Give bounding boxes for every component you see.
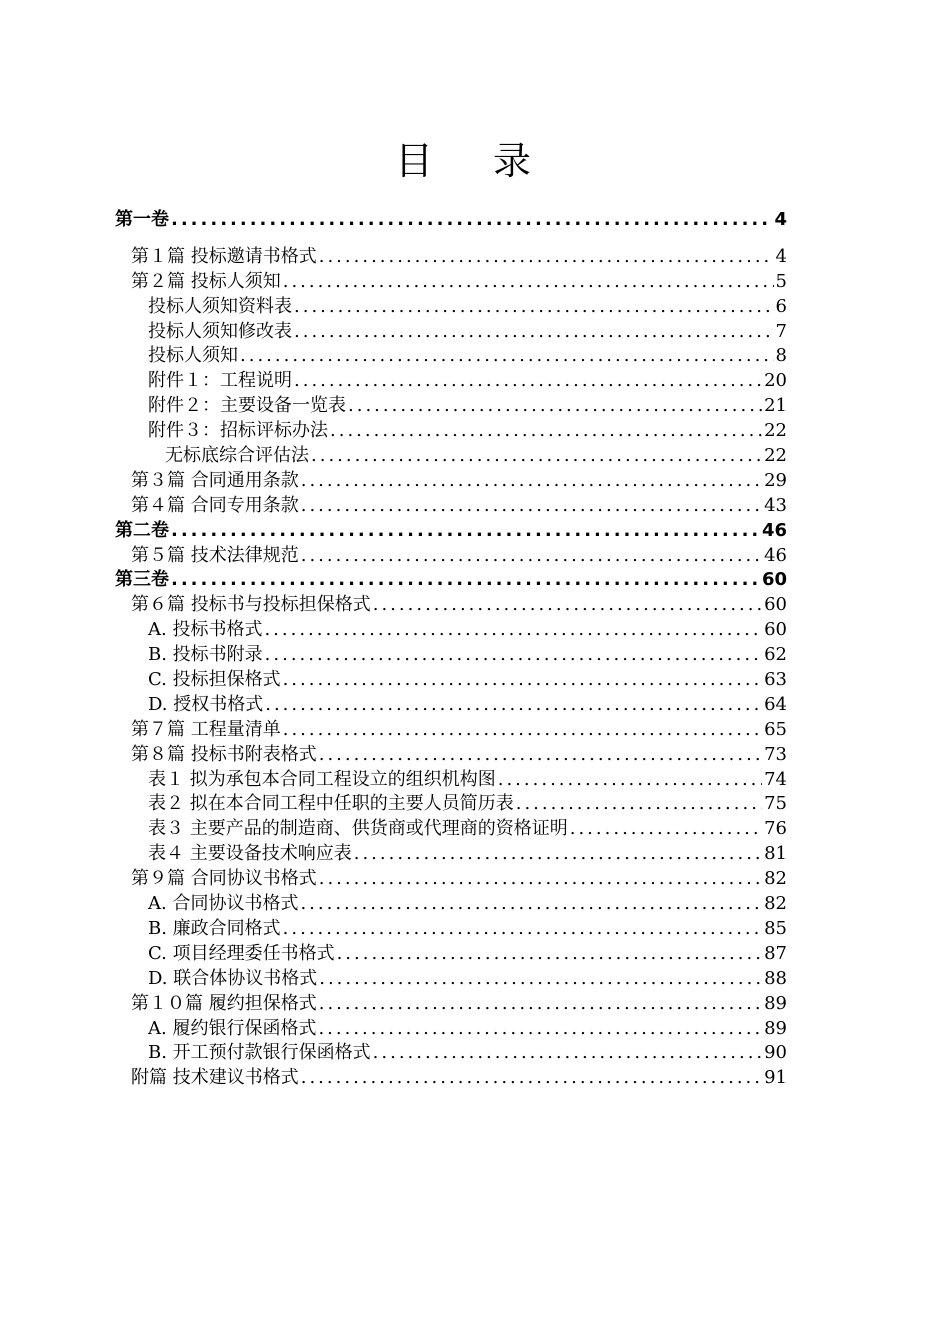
toc-entry[interactable] xyxy=(115,917,787,942)
dot-leader xyxy=(171,568,760,593)
dot-leader xyxy=(301,544,762,569)
toc-entry[interactable] xyxy=(115,792,787,817)
toc-entry-label: 第５篇 技术法律规范 xyxy=(131,544,299,566)
toc-entry[interactable] xyxy=(115,942,787,967)
toc-entry-label: A. 合同协议书格式 xyxy=(148,893,299,915)
dot-leader xyxy=(348,394,762,419)
toc-entry-label: 第１篇 投标邀请书格式 xyxy=(131,245,317,267)
toc-entry[interactable] xyxy=(115,344,787,369)
toc-entry-page-number: 7 xyxy=(775,320,787,342)
dot-leader xyxy=(319,967,762,992)
toc-entry[interactable] xyxy=(115,295,787,320)
toc-entry-page-number: 91 xyxy=(764,1067,787,1089)
toc-entry-label: 表４ 主要设备技术响应表 xyxy=(148,843,352,865)
toc-entry-page-number: 74 xyxy=(764,768,787,790)
toc-entry-page-number: 60 xyxy=(761,569,787,591)
toc-entry-page-number: 8 xyxy=(775,345,787,367)
toc-entry-page-number: 65 xyxy=(764,718,787,740)
toc-entry[interactable] xyxy=(115,768,787,793)
toc-entry-label: A. 投标书格式 xyxy=(148,619,263,641)
toc-entry[interactable] xyxy=(115,245,787,270)
toc-entry-label: 第１０篇 履约担保格式 xyxy=(131,992,317,1014)
dot-leader xyxy=(294,369,762,394)
toc-entry-label: A. 履约银行保函格式 xyxy=(148,1017,317,1039)
toc-entry-label: 第９篇 合同协议书格式 xyxy=(131,868,317,890)
dot-leader xyxy=(301,494,762,519)
dot-leader xyxy=(570,817,762,842)
toc-entry-page-number: 22 xyxy=(764,420,787,442)
dot-leader xyxy=(301,469,762,494)
toc-entry-page-number: 4 xyxy=(774,209,787,230)
toc-entry-page-number: 82 xyxy=(764,868,787,890)
toc-entry-page-number: 89 xyxy=(764,992,787,1014)
toc-entry-page-number: 22 xyxy=(764,445,787,467)
toc-entry-page-number: 75 xyxy=(764,793,787,815)
toc-entry-label: C. 项目经理委任书格式 xyxy=(148,942,335,964)
toc-entry[interactable] xyxy=(115,469,787,494)
dot-leader xyxy=(498,768,762,793)
toc-entry-label: 第一卷 xyxy=(115,209,169,230)
toc-entry-page-number: 87 xyxy=(764,942,787,964)
toc-entry-label: B. 廉政合同格式 xyxy=(148,917,281,939)
dot-leader xyxy=(264,618,762,643)
dot-leader xyxy=(171,519,760,544)
page-title: 目 录 xyxy=(394,139,556,183)
toc-entry-page-number: 63 xyxy=(764,669,787,691)
toc-entry-label: 投标人须知 xyxy=(148,345,238,367)
toc-entry-page-number: 82 xyxy=(764,893,787,915)
toc-entry-label: 投标人须知修改表 xyxy=(148,320,292,342)
toc-entry-label: B. 投标书附录 xyxy=(148,644,263,666)
toc-entry-label: 第三卷 xyxy=(115,569,169,591)
dot-leader xyxy=(283,668,763,693)
toc-entry[interactable] xyxy=(115,992,787,1017)
toc-entry[interactable] xyxy=(115,1041,787,1066)
toc-entry[interactable] xyxy=(115,444,787,469)
dot-leader xyxy=(171,208,772,233)
toc-entry-label: C. 投标担保格式 xyxy=(148,669,281,691)
toc-entry[interactable] xyxy=(115,668,787,693)
dot-leader xyxy=(265,693,762,718)
toc-entry-label: 第２篇 投标人须知 xyxy=(131,270,281,292)
toc-entry-page-number: 88 xyxy=(764,967,787,989)
toc-entry[interactable] xyxy=(115,643,787,668)
toc-entry[interactable] xyxy=(115,494,787,519)
toc-entry-label: 表３ 主要产品的制造商、供货商或代理商的资格证明 xyxy=(148,818,568,840)
toc-entry[interactable] xyxy=(115,419,787,444)
dot-leader xyxy=(319,245,774,270)
toc-entry[interactable] xyxy=(115,618,787,643)
toc-entry-label: 第６篇 投标书与投标担保格式 xyxy=(131,594,371,616)
toc-entry[interactable] xyxy=(115,743,787,768)
toc-entry[interactable] xyxy=(115,544,787,569)
toc-entry[interactable] xyxy=(115,718,787,743)
toc-entry-page-number: 90 xyxy=(764,1042,787,1064)
dot-leader xyxy=(319,867,762,892)
toc-entry-label: 无标底综合评估法 xyxy=(165,445,309,467)
toc-entry[interactable] xyxy=(115,394,787,419)
toc-entry-label: 表２ 拟在本合同工程中任职的主要人员简历表 xyxy=(148,793,514,815)
dot-leader xyxy=(319,743,762,768)
toc-entry-label: 附件３：招标评标办法 xyxy=(148,420,328,442)
toc-entry[interactable] xyxy=(115,270,787,295)
toc-entry-label: 附件２：主要设备一览表 xyxy=(148,395,346,417)
dot-leader xyxy=(301,1066,762,1091)
toc-entry-page-number: 73 xyxy=(764,743,787,765)
toc-entry-page-number: 21 xyxy=(764,395,787,417)
toc-entry-page-number: 81 xyxy=(764,843,787,865)
toc-entry-page-number: 6 xyxy=(775,295,787,317)
dot-leader xyxy=(354,842,762,867)
toc-entry[interactable] xyxy=(115,1066,787,1091)
toc-entry[interactable] xyxy=(115,369,787,394)
toc-entry-page-number: 76 xyxy=(764,818,787,840)
table-of-contents xyxy=(115,205,787,1091)
dot-leader xyxy=(516,792,762,817)
toc-entry-page-number: 64 xyxy=(764,693,787,715)
toc-entry-page-number: 43 xyxy=(764,494,787,516)
toc-entry-page-number: 20 xyxy=(764,370,787,392)
dot-leader xyxy=(294,320,774,345)
toc-entry[interactable] xyxy=(115,842,787,867)
toc-entry-page-number: 89 xyxy=(764,1017,787,1039)
toc-entry-label: 第３篇 合同通用条款 xyxy=(131,469,299,491)
toc-entry-label: 第７篇 工程量清单 xyxy=(131,718,281,740)
toc-entry-page-number: 29 xyxy=(764,469,787,491)
toc-entry[interactable] xyxy=(115,320,787,345)
toc-entry-page-number: 46 xyxy=(761,519,787,541)
toc-entry-page-number: 60 xyxy=(764,594,787,616)
toc-entry-page-number: 85 xyxy=(764,917,787,939)
dot-leader xyxy=(330,419,762,444)
toc-entry-page-number: 46 xyxy=(764,544,787,566)
toc-entry-page-number: 5 xyxy=(775,270,787,292)
toc-entry-label: 第８篇 投标书附表格式 xyxy=(131,743,317,765)
toc-entry-label: 附件１：工程说明 xyxy=(148,370,292,392)
dot-leader xyxy=(311,444,762,469)
toc-volume-entry[interactable] xyxy=(115,568,787,593)
toc-entry-page-number: 60 xyxy=(764,619,787,641)
toc-entry-label: D. 联合体协议书格式 xyxy=(148,967,318,989)
dot-leader xyxy=(318,1017,762,1042)
toc-entry-label: 投标人须知资料表 xyxy=(148,295,292,317)
dot-leader xyxy=(283,917,762,942)
toc-entry[interactable] xyxy=(115,1017,787,1042)
dot-leader xyxy=(319,992,762,1017)
toc-volume-entry[interactable] xyxy=(115,208,787,233)
toc-entry-page-number: 4 xyxy=(775,245,787,267)
toc-entry-label: D. 授权书格式 xyxy=(148,693,264,715)
toc-entry[interactable] xyxy=(115,967,787,992)
toc-entry[interactable] xyxy=(115,693,787,718)
toc-entry[interactable] xyxy=(115,867,787,892)
dot-leader xyxy=(300,892,762,917)
dot-leader xyxy=(283,270,774,295)
dot-leader xyxy=(283,718,762,743)
dot-leader xyxy=(294,295,774,320)
dot-leader xyxy=(240,344,774,369)
toc-entry-page-number: 62 xyxy=(764,644,787,666)
dot-leader xyxy=(373,1041,762,1066)
toc-volume-entry[interactable] xyxy=(115,519,787,544)
toc-entry-label: B. 开工预付款银行保函格式 xyxy=(148,1042,371,1064)
dot-leader xyxy=(373,593,762,618)
dot-leader xyxy=(337,942,763,967)
toc-entry-label: 第二卷 xyxy=(115,519,169,541)
toc-entry[interactable] xyxy=(115,817,787,842)
toc-entry-label: 附篇 技术建议书格式 xyxy=(131,1067,299,1089)
toc-entry-label: 表１ 拟为承包本合同工程设立的组织机构图 xyxy=(148,768,496,790)
toc-entry[interactable] xyxy=(115,892,787,917)
dot-leader xyxy=(265,643,762,668)
toc-entry[interactable] xyxy=(115,593,787,618)
toc-entry-label: 第４篇 合同专用条款 xyxy=(131,494,299,516)
